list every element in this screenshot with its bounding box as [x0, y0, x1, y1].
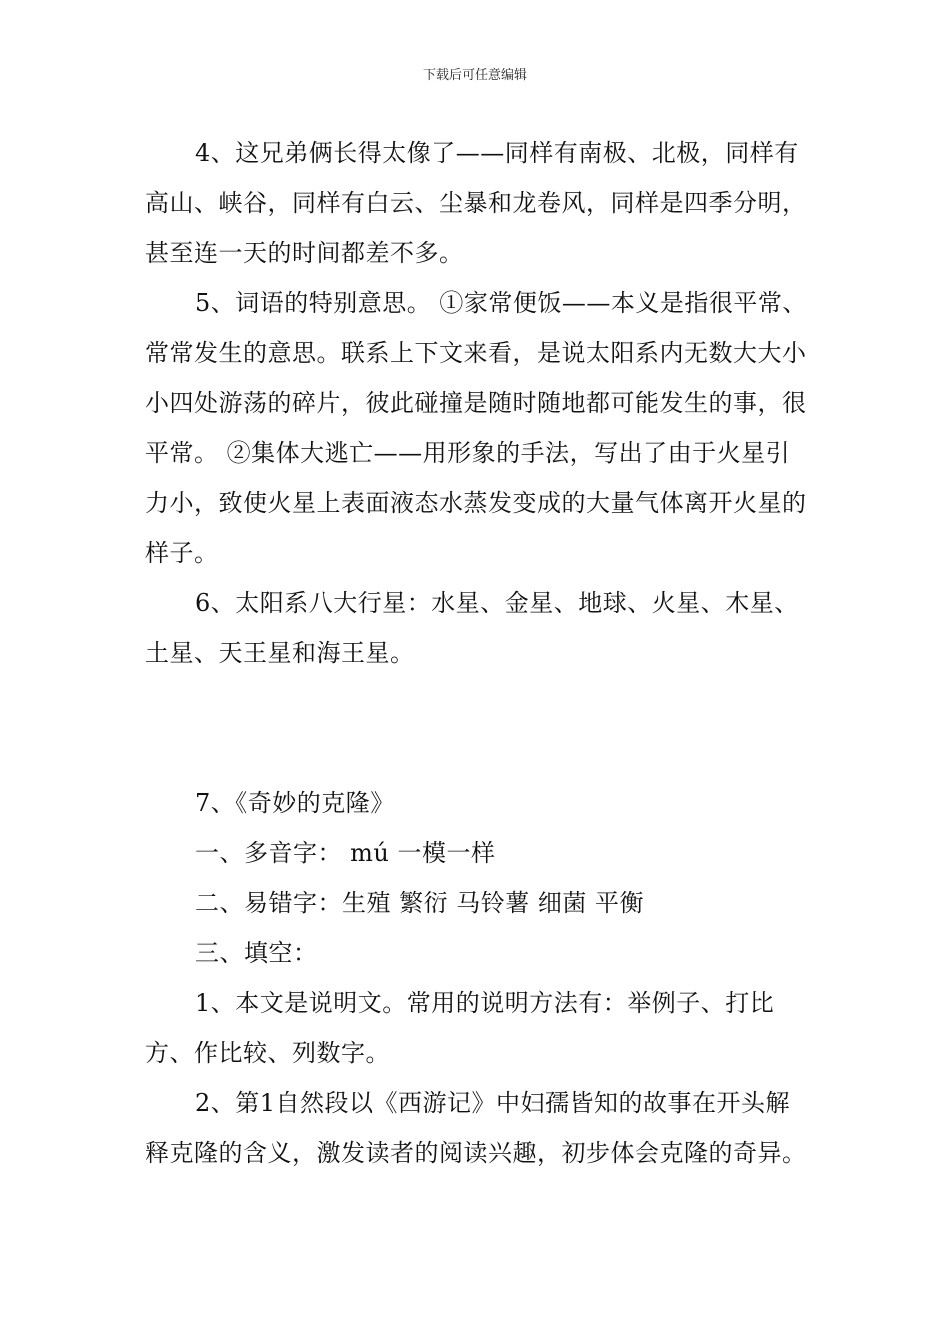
section-gap	[145, 678, 810, 778]
section-title: 7、《奇妙的克隆》	[195, 789, 395, 817]
paragraph-4: 4、这兄弟俩长得太像了——同样有南极、北极，同样有高山、峡谷，同样有白云、尘暴和龙卷风，同样是四季分明，甚至连一天的时间都差不多。	[145, 139, 807, 267]
paragraph-6: 6、太阳系八大行星：水星、金星、地球、火星、木星、土星、天王星和海王星。	[145, 589, 799, 667]
document-body	[145, 128, 810, 1178]
error-prone-words-line: 二、易错字：生殖 繁衍 马铃薯 细菌 平衡	[195, 889, 645, 917]
answer-1: 1、本文是说明文。常用的说明方法有：举例子、打比方、作比较、列数字。	[145, 989, 775, 1067]
answer-2: 2、第1自然段以《西游记》中妇孺皆知的故事在开头解释克隆的含义，激发读者的阅读兴趣，初步体会克隆的奇异。	[145, 1089, 807, 1167]
fill-blank-heading: 三、填空：	[195, 939, 318, 967]
page-header: 下载后可任意编辑	[422, 68, 527, 83]
polyphone-line: 一、多音字： mú 一模一样	[195, 839, 496, 867]
paragraph-5: 5、词语的特别意思。 ①家常便饭——本义是指很平常、常常发生的意思。联系上下文来看，是说太阳系内无数大大小小四处游荡的碎片，彼此碰撞是随时随地都可能发生的事，很平常。 ②集体大逃亡——用形象的手法，写出了由于火星引力小，致使火星上表面液态水蒸发变成的大量气体离开火星的样子。	[145, 289, 807, 567]
